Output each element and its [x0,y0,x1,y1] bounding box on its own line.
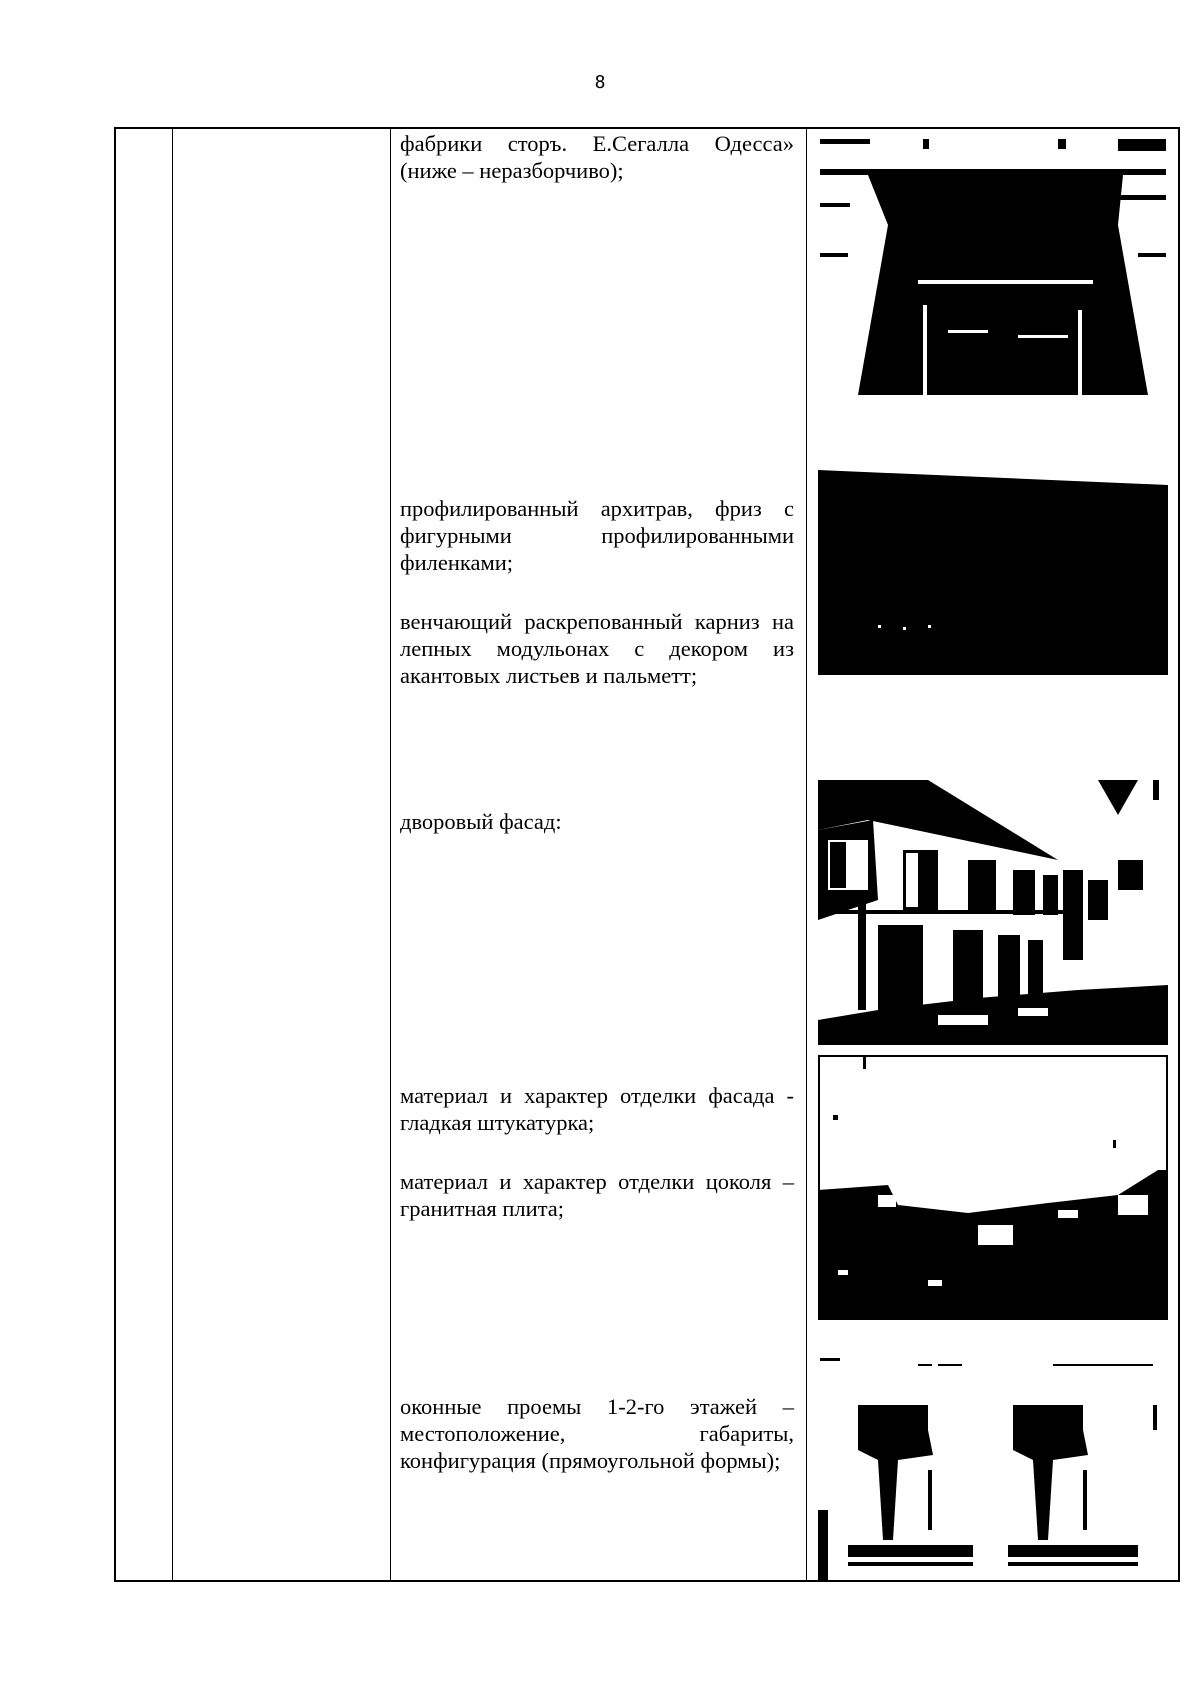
column-divider-2 [390,129,391,1580]
paragraph-plinth-finish: материал и характер отделки цоколя – гранитная плита; [400,1169,794,1221]
page-number: 8 [594,72,606,93]
paragraph-courtyard-facade: дворовый фасад: [400,809,562,834]
paragraph-architrave: профилированный архитрав, фриз с фигурными профилированными филенками; [400,496,794,575]
courtyard-facade-photo [818,780,1168,1045]
paragraph-window-openings: оконные проемы 1-2-го этажей – местоположение, габариты, конфигурация (прямоугольной формы); [400,1394,794,1473]
plinth-finish-photo [818,1055,1168,1320]
column-divider-3 [806,129,807,1580]
window-openings-photo [818,1350,1168,1580]
paragraph-facade-finish: материал и характер отделки фасада - гладкая штукатурка; [400,1083,794,1135]
paragraph-sign-text: фабрики сторъ. Е.Сегалла Одесса» (ниже – неразборчиво); [400,131,794,183]
paragraph-cornice: венчающий раскрепованный карниз на лепных модульонах с декором из акантовых листьев и пальметт; [400,609,794,688]
entrance-canopy-photo [818,135,1168,395]
column-divider-1 [172,129,173,1580]
architrave-photo [818,465,1168,675]
